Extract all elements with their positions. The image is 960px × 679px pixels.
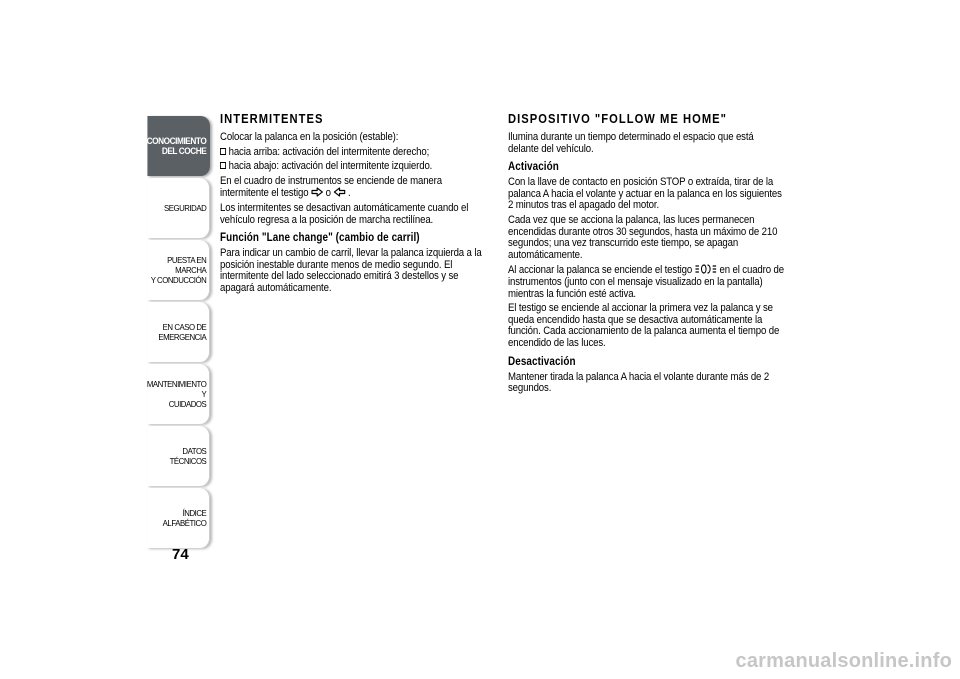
tab-mantenimiento[interactable]: MANTENIMIENTO Y CUIDADOS (147, 364, 210, 424)
page-number: 74 (172, 546, 189, 563)
arrow-right-icon (311, 187, 323, 197)
paragraph: Mantener tirada la palanca A hacia el volante durante más de 2 segundos. (508, 370, 770, 395)
tab-en-caso-de-emergencia[interactable]: EN CASO DE EMERGENCIA (147, 302, 210, 362)
subsection-title-lane-change: Función "Lane change" (cambio de carril) (220, 232, 420, 245)
paragraph: Cada vez que se acciona la palanca, las luces permanecen encendidas durante otros 30 segundos, hasta un máximo de 210 segundos; una vez transcurrido este tiempo, se apagan automáticamente. (508, 213, 778, 261)
paragraph-testigo: En el cuadro de instrumentos se enciende de manera intermitente el testigo o . (220, 174, 442, 200)
paragraph-testigo: Al accionar la palanca se enciende el testigo en el cuadro de instrumentos (junto con el mensaje visualizado en la pantalla) mientras la función esté activa. (508, 264, 784, 300)
tab-datos-tecnicos[interactable]: DATOS TÉCNICOS (147, 426, 210, 486)
tab-seguridad[interactable]: SEGURIDAD (147, 178, 210, 238)
paragraph: Con la llave de contacto en posición STOP o extraída, tirar de la palanca A hacia el volante y actuar en la palanca en los siguientes 2 minutos tras el apagado del motor. (508, 176, 782, 212)
subsection-title-activacion: Activación (508, 161, 559, 174)
checkbox-bullet-icon (220, 148, 226, 155)
subsection-title-desactivacion: Desactivación (508, 355, 576, 368)
tab-conocimiento-del-coche[interactable]: CONOCIMIENTO DEL COCHE (147, 116, 210, 176)
checkbox-bullet-icon (220, 162, 226, 169)
paragraph: Colocar la palanca en la posición (estable): (220, 131, 399, 143)
low-beam-icon (695, 264, 717, 274)
left-column (220, 112, 492, 298)
list-item: hacia arriba: activación del intermitente derecho; (220, 147, 492, 159)
section-title-follow-me-home: DISPOSITIVO "FOLLOW ME HOME" (508, 111, 728, 126)
paragraph: Los intermitentes se desactivan automáticamente cuando el vehículo regresa a la posición de marcha rectilínea. (220, 201, 469, 226)
paragraph: Para indicar un cambio de carril, llevar la palanca izquierda a la posición inestable durante menos de medio segundo. El intermitente del lado seleccionado emitirá 3 destellos y se apagará automáticamente. (220, 247, 482, 294)
right-column (508, 112, 786, 398)
tab-puesta-en-marcha[interactable]: PUESTA EN MARCHA Y CONDUCCIÓN (147, 240, 210, 300)
watermark: carmanualsonline.info (735, 650, 952, 672)
tab-indice-alfabetico[interactable]: ÍNDICE ALFABÉTICO (147, 488, 210, 548)
list-item: hacia abajo: activación del intermitente izquierdo. (220, 161, 492, 173)
arrow-left-icon (333, 187, 345, 197)
section-title-intermitentes: INTERMITENTES (220, 111, 324, 126)
paragraph: El testigo se enciende al accionar la primera vez la palanca y se queda encendido hasta que se desactiva automáticamente la función. Cada accionamiento de la palanca aumenta el tiempo de encendido de las luces. (508, 302, 780, 349)
paragraph: Ilumina durante un tiempo determinado el espacio que está delante del vehículo. (508, 131, 754, 155)
